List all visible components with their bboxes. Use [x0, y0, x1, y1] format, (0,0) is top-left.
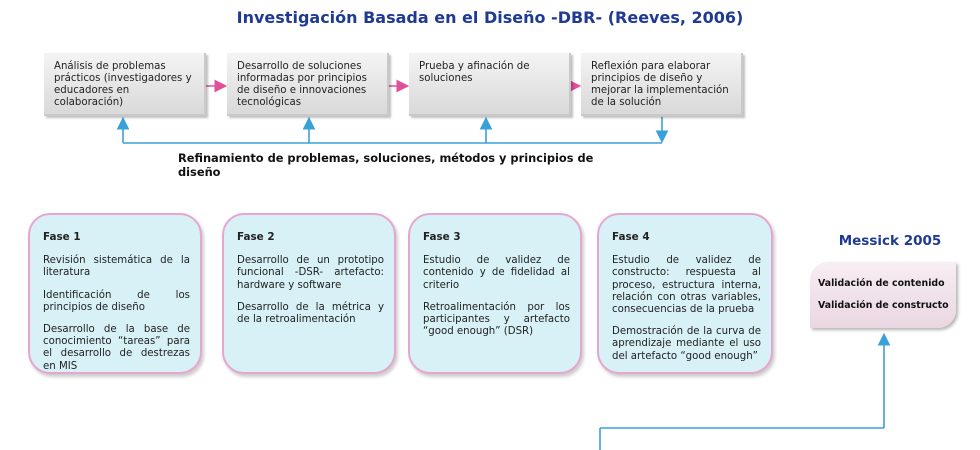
phase-item: Retroalimentación por los participantes y artefacto “good enough” (DSR): [423, 301, 570, 338]
phase-item: Revisión sistemática de la literatura: [43, 255, 190, 279]
messick-item: Validación de constructo: [818, 300, 949, 311]
step-text: Análisis de problemas prácticos (investigadores y educadores en colaboración): [54, 61, 192, 108]
phase-item: Desarrollo de la métrica y de la retroalimentación: [237, 301, 384, 326]
messick-title: Messick 2005: [838, 233, 942, 249]
phase-item: Desarrollo de un prototipo funcional -DSR- artefacto: hardware y software: [237, 255, 384, 291]
phase-item: Estudio de validez de constructo: respuesta al proceso, estructura interna, relación con otras variables, consecuencias de la prueba: [612, 255, 761, 316]
phase-title: Fase 2: [237, 231, 275, 243]
step-box-3: [409, 53, 571, 116]
phase-title: Fase 1: [43, 231, 81, 243]
phase-card-3: [408, 213, 582, 374]
phase-title: Fase 3: [423, 231, 461, 243]
phase-item: Desarrollo de la base de conocimiento “tareas” para el desarrollo de destrezas en MIS: [43, 324, 190, 372]
step-box-4: [581, 53, 743, 116]
messick-item: Validación de contenido: [818, 278, 945, 289]
phase-item: Demostración de la curva de aprendizaje mediante el uso del artefacto “good enough”: [612, 326, 761, 362]
phase-card-4: [597, 213, 773, 374]
phase-item: Estudio de validez de contenido y de fidelidad al criterio: [423, 255, 570, 291]
step-box-2: [227, 53, 389, 116]
phase-title: Fase 4: [612, 231, 650, 243]
step-text: Prueba y afinación de soluciones: [419, 61, 530, 84]
step-box-1: [44, 53, 206, 116]
phase-card-1: [28, 213, 202, 374]
refinement-label: Refinamiento de problemas, soluciones, métodos y principios de diseño: [178, 151, 594, 179]
step-text: Reflexión para elaborar principios de diseño y mejorar la implementación de la solución: [591, 61, 729, 108]
phase-item: Identificación de los principios de diseño: [43, 289, 190, 313]
diagram-title: Investigación Basada en el Diseño -DBR- (Reeves, 2006): [236, 8, 744, 27]
phase-card-2: [222, 213, 396, 374]
step-text: Desarrollo de soluciones informadas por principios de diseño e innovaciones tecnológicas: [237, 61, 367, 108]
messick-box: [810, 262, 956, 328]
